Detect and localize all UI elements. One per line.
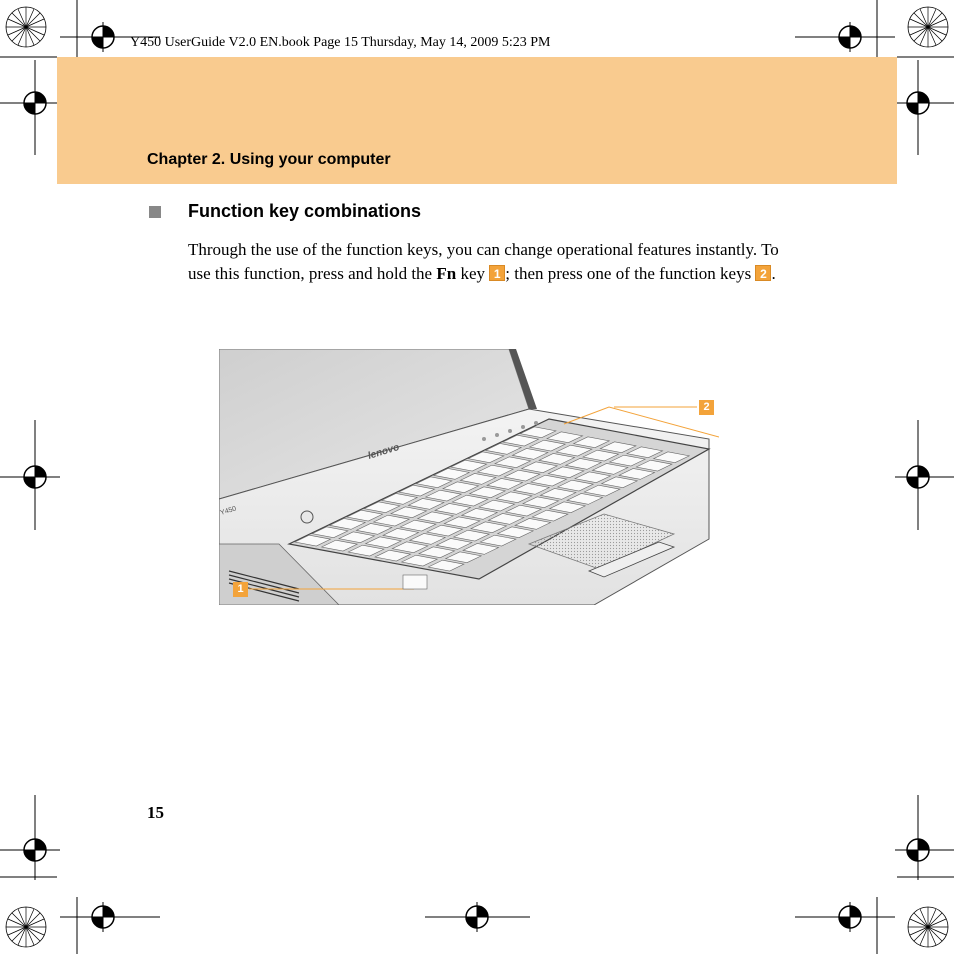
brand-logo: lenovo xyxy=(366,441,401,462)
callout-badge-2: 2 xyxy=(755,265,771,281)
page-number: 15 xyxy=(147,803,164,822)
laptop-svg xyxy=(219,349,719,605)
body-text-part2: key xyxy=(456,264,490,283)
section-title: Function key combinations xyxy=(188,201,422,221)
chapter-title: Chapter 2. Using your computer xyxy=(147,151,391,168)
body-text-part4: . xyxy=(771,264,776,283)
body-text-part1: Through the use of the function keys, you can change operational features instantly. To use this function, press and hold the xyxy=(188,240,779,283)
body-paragraph xyxy=(188,238,788,286)
model-label: Y450 xyxy=(219,505,238,517)
print-slug: Y450 UserGuide V2.0 EN.book Page 15 Thursday, May 14, 2009 5:23 PM xyxy=(130,35,551,50)
laptop-keyboard-illustration xyxy=(219,349,719,605)
callout-label-2: 2 xyxy=(699,400,714,415)
fn-key-label: Fn xyxy=(436,264,457,283)
section-bullet-icon xyxy=(149,206,161,218)
body-text-part3: ; then press one of the function keys xyxy=(505,264,756,283)
callout-badge-1: 1 xyxy=(489,265,505,281)
callout-label-1: 1 xyxy=(233,582,248,597)
